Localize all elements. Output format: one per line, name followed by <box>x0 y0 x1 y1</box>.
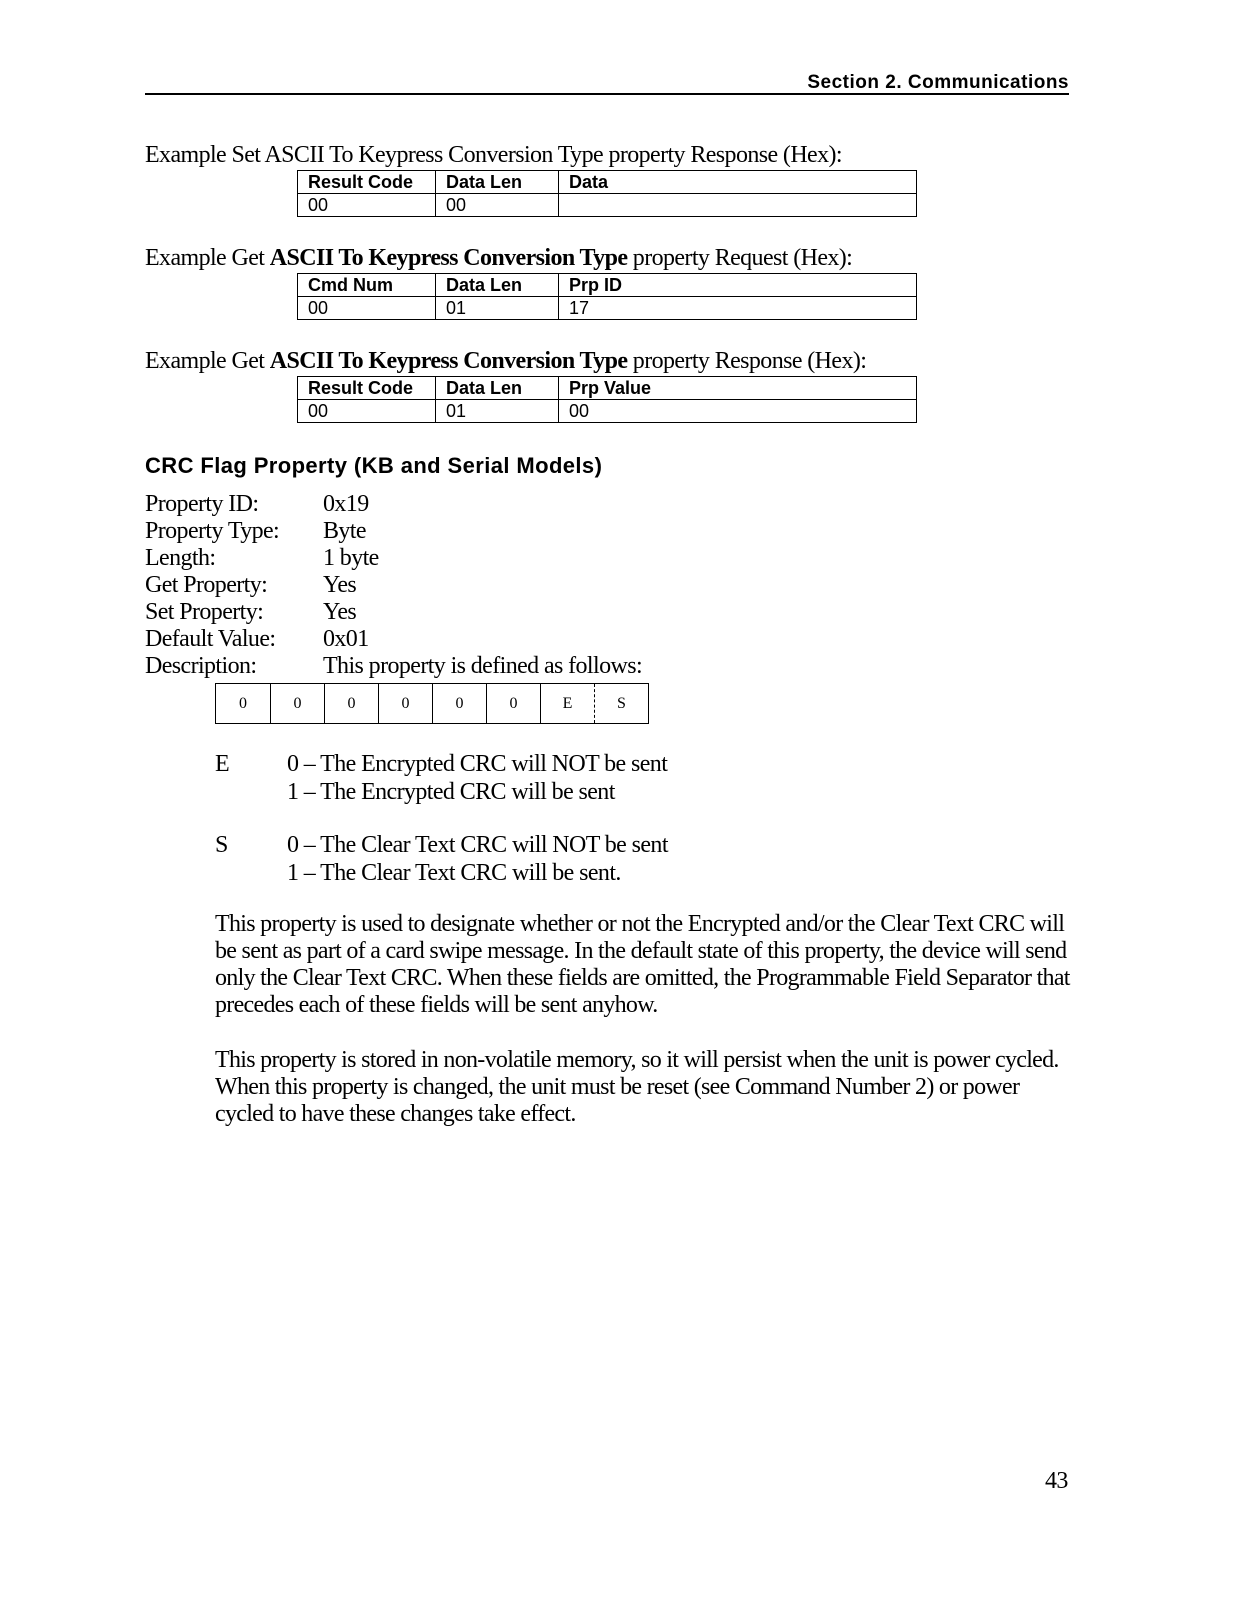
column-header: Data Len <box>436 171 559 194</box>
property-label: Property ID: <box>145 491 259 517</box>
table-cell: 01 <box>436 400 559 423</box>
property-value: 0x19 <box>323 491 369 517</box>
property-label: Default Value: <box>145 626 276 652</box>
header-rule <box>145 93 1069 95</box>
table-header-row <box>298 274 917 297</box>
page-number: 43 <box>1045 1468 1068 1494</box>
property-row <box>145 545 379 572</box>
example-1-label <box>145 142 842 169</box>
example-2-table <box>297 273 917 320</box>
table-cell: 00 <box>298 400 436 423</box>
bit-cell: 0 <box>324 684 378 723</box>
column-header: Data Len <box>436 377 559 400</box>
table-row <box>298 194 917 217</box>
flag-letter-e: E <box>215 751 230 777</box>
table-header-row <box>298 171 917 194</box>
example-2-label <box>145 245 852 272</box>
example-3-label-after: property Response (Hex): <box>627 348 867 374</box>
property-label: Set Property: <box>145 599 264 625</box>
table-header-row <box>298 377 917 400</box>
property-row <box>145 599 356 626</box>
column-header: Prp Value <box>559 377 917 400</box>
property-value: Yes <box>323 572 357 598</box>
bit-cell: 0 <box>432 684 486 723</box>
property-value: Yes <box>323 599 357 625</box>
property-row <box>145 491 369 518</box>
table-cell: 00 <box>436 194 559 217</box>
table-cell <box>559 194 917 217</box>
bit-cell: 0 <box>270 684 324 723</box>
bit-cell-e: E <box>540 684 594 723</box>
property-row <box>145 572 356 599</box>
table-cell: 00 <box>298 297 436 320</box>
bit-cell: 0 <box>486 684 540 723</box>
section-heading: CRC Flag Property (KB and Serial Models) <box>145 453 603 478</box>
example-3-label-before: Example Get <box>145 348 270 374</box>
table-cell: 00 <box>298 194 436 217</box>
column-header: Cmd Num <box>298 274 436 297</box>
property-label: Get Property: <box>145 572 268 598</box>
property-label: Property Type: <box>145 518 280 544</box>
bit-field-diagram <box>215 683 649 724</box>
example-1-table <box>297 170 917 217</box>
flag-e-line-0: 0 – The Encrypted CRC will NOT be sent <box>287 751 668 777</box>
example-3-label <box>145 348 866 375</box>
example-1-label-before: Example Set ASCII To Keypress Conversion Type property Response (Hex): <box>145 142 842 168</box>
flag-e-line-1: 1 – The Encrypted CRC will be sent <box>287 779 615 805</box>
description-paragraph-1: This property is used to designate whether or not the Encrypted and/or the Clear Text CRC will be sent as part of a card swipe message. In the default state of this property, the device will send only the Clear Text CRC. When these fields are omitted, the Programmable Field Separator that precedes each of these fields will be sent anyhow. <box>215 911 1070 1018</box>
column-header: Result Code <box>298 377 436 400</box>
table-row <box>298 297 917 320</box>
property-value: 0x01 <box>323 626 369 652</box>
bit-cell: 0 <box>378 684 432 723</box>
property-value: This property is defined as follows: <box>323 653 643 679</box>
property-value: Byte <box>323 518 366 544</box>
example-2-label-after: property Request (Hex): <box>627 245 853 271</box>
property-row <box>145 518 366 545</box>
column-header: Data <box>559 171 917 194</box>
property-label: Description: <box>145 653 257 679</box>
table-row <box>298 400 917 423</box>
bit-cell: 0 <box>239 694 247 712</box>
column-header: Data Len <box>436 274 559 297</box>
example-2-label-bold: ASCII To Keypress Conversion Type <box>269 245 628 271</box>
property-row <box>145 626 369 653</box>
flag-letter-s: S <box>215 832 229 858</box>
example-3-label-bold: ASCII To Keypress Conversion Type <box>269 348 628 374</box>
table-cell: 01 <box>436 297 559 320</box>
property-label: Length: <box>145 545 216 571</box>
example-3-table <box>297 376 917 423</box>
property-value: 1 byte <box>323 545 379 571</box>
section-header-title: Section 2. Communications <box>807 72 1069 93</box>
property-row <box>145 653 642 680</box>
example-2-label-before: Example Get <box>145 245 270 271</box>
flag-s-line-1: 1 – The Clear Text CRC will be sent. <box>287 860 621 886</box>
bit-cell-s: S <box>594 684 648 723</box>
table-cell: 17 <box>559 297 917 320</box>
flag-s-line-0: 0 – The Clear Text CRC will NOT be sent <box>287 832 668 858</box>
table-cell: 00 <box>559 400 917 423</box>
column-header: Result Code <box>298 171 436 194</box>
column-header: Prp ID <box>559 274 917 297</box>
description-paragraph-2: This property is stored in non-volatile memory, so it will persist when the unit is power cycled. When this property is changed, the unit must be reset (see Command Number 2) or power cycled to have these changes take effect. <box>215 1047 1059 1127</box>
